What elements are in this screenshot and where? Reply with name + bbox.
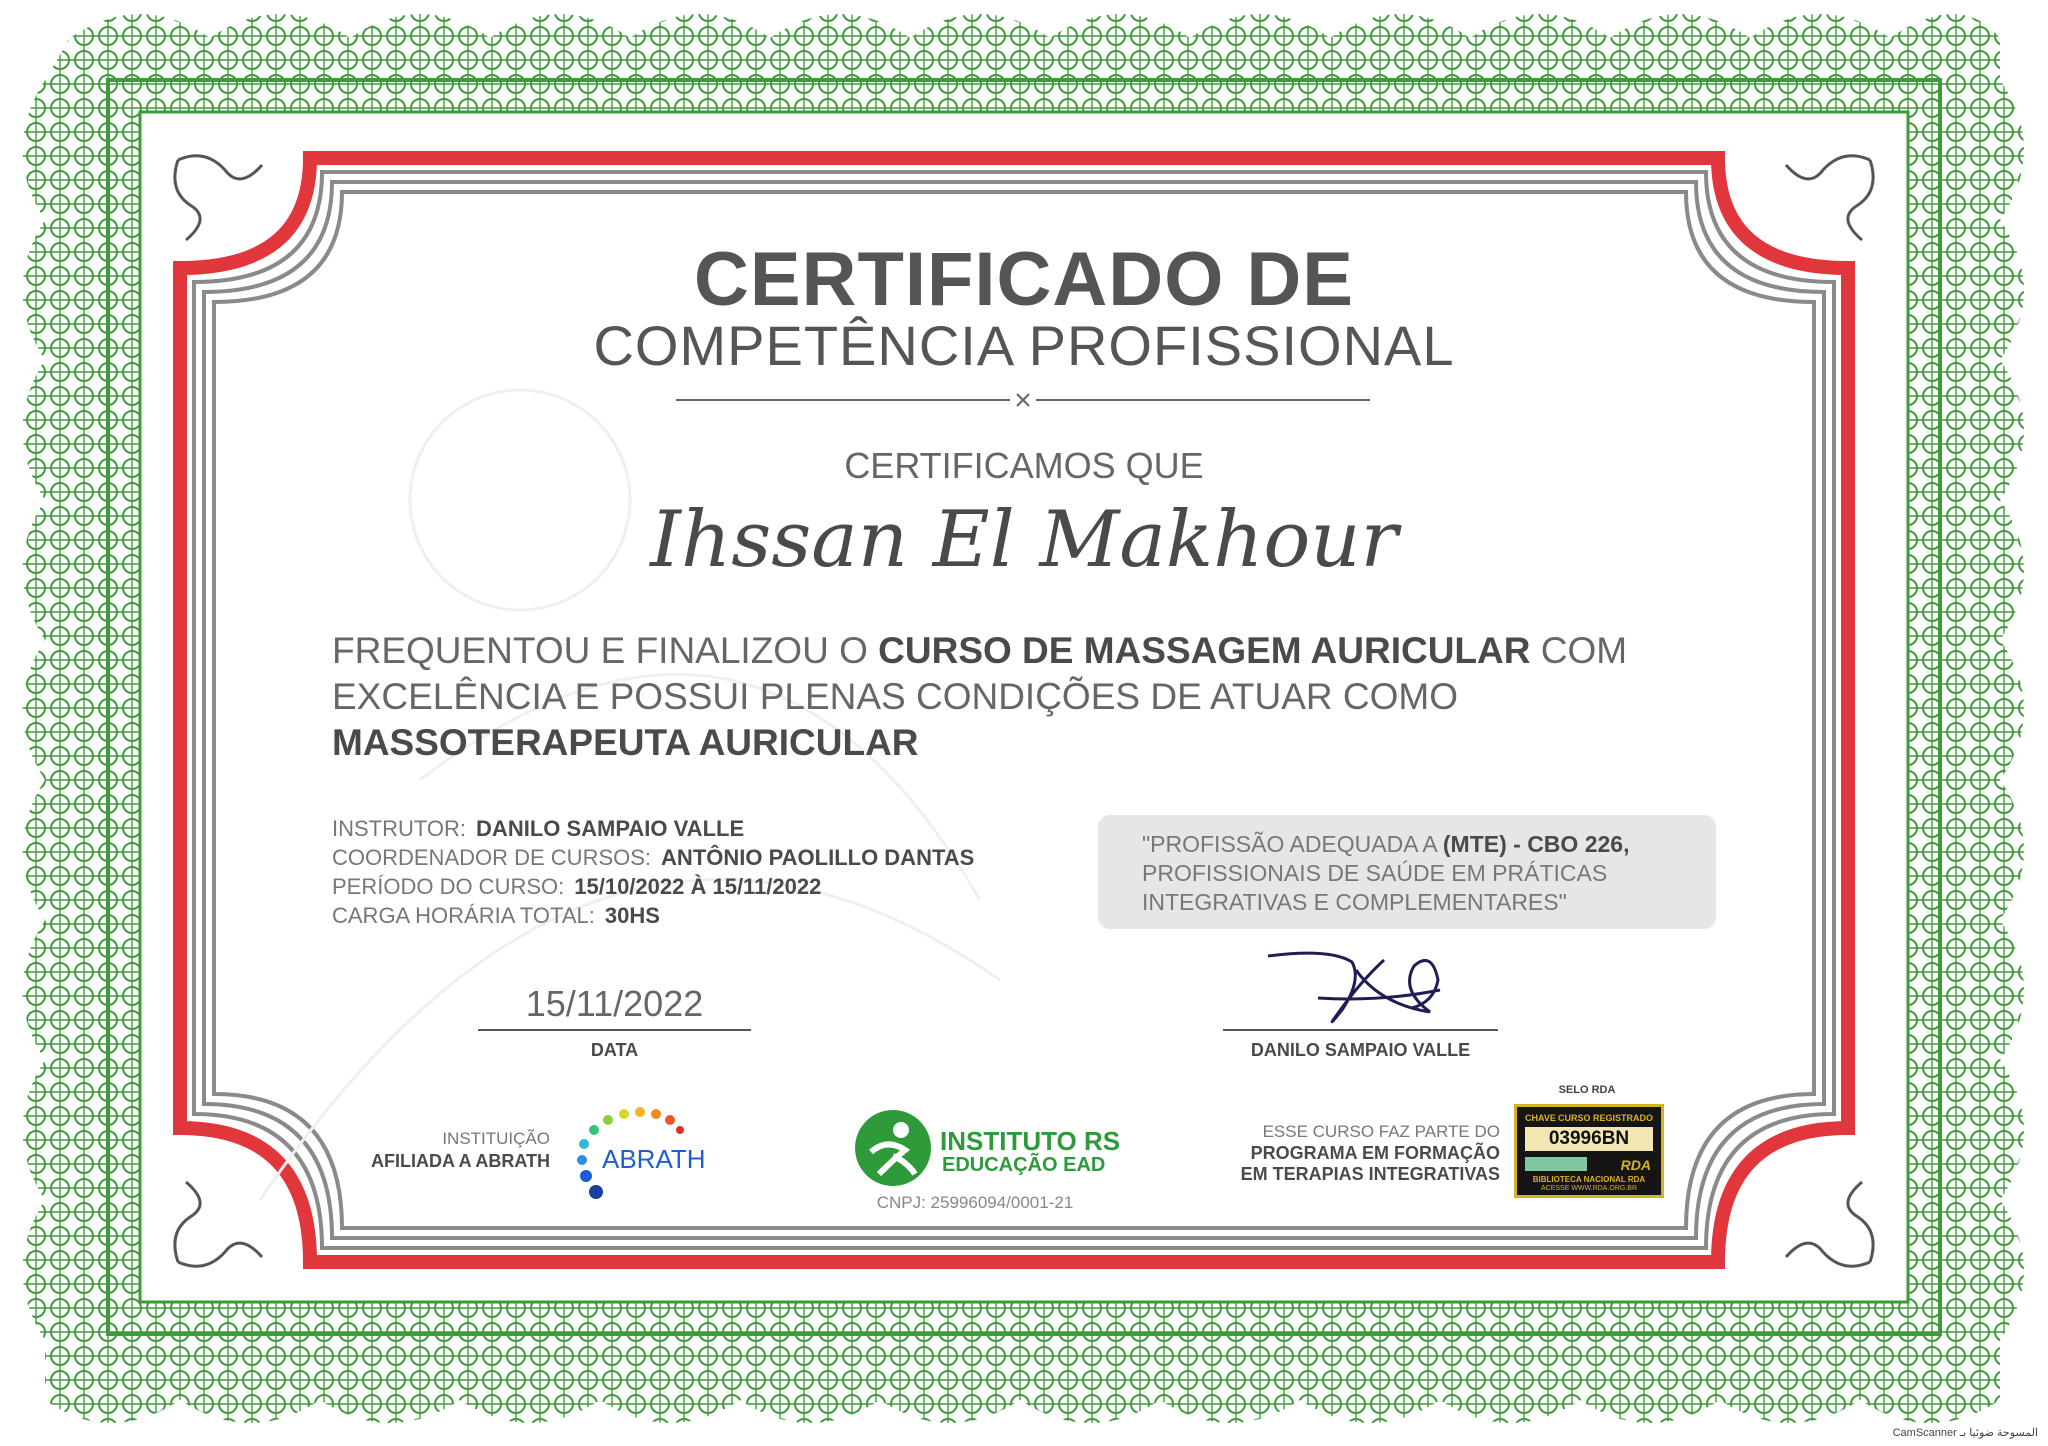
signature-image	[1268, 953, 1440, 1022]
program-line3: EM TERAPIAS INTEGRATIVAS	[1240, 1164, 1500, 1184]
instructor-value: DANILO SAMPAIO VALLE	[476, 816, 745, 841]
date-line	[478, 1029, 751, 1031]
institute-subtitle: EDUCAÇÃO EAD	[942, 1154, 1106, 1176]
profession-quote	[1142, 830, 1702, 917]
signature-line	[1223, 1029, 1498, 1031]
hours-label: CARGA HORÁRIA TOTAL:	[332, 903, 595, 928]
signatory-name: DANILO SAMPAIO VALLE	[1250, 1040, 1471, 1060]
quote-line1: "PROFISSÃO ADEQUADA A	[1142, 831, 1443, 857]
abrath-logo	[574, 1102, 714, 1202]
period-row	[332, 874, 821, 900]
affiliation-line1: INSTITUIÇÃO	[442, 1129, 550, 1148]
seal-label: SELO RDA	[1558, 1084, 1616, 1096]
program-line2: PROGRAMA EM FORMAÇÃO	[1250, 1143, 1500, 1163]
seal-header-left: CHAVE	[1525, 1113, 1556, 1123]
seal-code: 03996BN	[1525, 1127, 1653, 1151]
period-value: 15/10/2022 À 15/11/2022	[574, 874, 822, 899]
coordinator-value: ANTÔNIO PAOLILLO DANTAS	[661, 845, 975, 870]
rda-seal	[1514, 1104, 1664, 1198]
instructor-label: INSTRUTOR:	[332, 816, 467, 841]
period-label: PERÍODO DO CURSO:	[332, 874, 565, 899]
quote-cbo: (MTE) - CBO 226,	[1442, 831, 1630, 857]
certificate-subtitle: COMPETÊNCIA PROFISSIONAL	[593, 314, 1455, 377]
seal-barcode	[1525, 1157, 1587, 1171]
seal-small: BIBLIOTECA NACIONAL RDA	[1532, 1175, 1646, 1184]
seal-bottom: ACESSE WWW.RDA.ORG.BR	[1540, 1185, 1638, 1192]
scanner-watermark: CamScanner المسوحة ضوئيا بـ	[1892, 1427, 2038, 1439]
program-line1: ESSE CURSO FAZ PARTE DO	[1262, 1122, 1500, 1141]
seal-brand: RDA	[1620, 1157, 1651, 1173]
hours-row	[332, 903, 660, 929]
body-text-2: COM EXCELÊNCIA E POSSUI PLENAS CONDIÇÕES DE ATUAR COMO	[332, 630, 1628, 717]
date-label: DATA	[590, 1040, 639, 1060]
body-text-1: FREQUENTOU E FINALIZOU O	[332, 630, 879, 671]
abrath-logo-text: ABRATH	[602, 1144, 706, 1174]
seal-header-right: CURSO REGISTRADO	[1557, 1113, 1653, 1123]
affiliation-line2: AFILIADA A ABRATH	[371, 1151, 550, 1171]
hours-value: 30HS	[604, 903, 660, 928]
certificate-title: CERTIFICADO DE	[694, 237, 1354, 322]
quote-line3: INTEGRATIVAS E COMPLEMENTARES"	[1142, 889, 1567, 915]
course-name: CURSO DE MASSAGEM AURICULAR	[878, 630, 1531, 671]
instituto-logo-icon	[853, 1108, 933, 1188]
issue-date: 15/11/2022	[525, 983, 704, 1024]
instructor-row	[332, 816, 744, 842]
certificate-body	[332, 628, 1632, 766]
profession-name: MASSOTERAPEUTA AURICULAR	[332, 722, 919, 763]
cnpj: CNPJ: 25996094/0001-21	[876, 1193, 1074, 1212]
institute-name: INSTITUTO RS	[940, 1126, 1121, 1156]
recipient-name: Ihssan El Makhour	[650, 495, 1398, 585]
intro-text: CERTIFICAMOS QUE	[844, 445, 1204, 486]
divider-ornament	[1017, 394, 1029, 406]
coordinator-row	[332, 845, 974, 871]
coordinator-label: COORDENADOR DE CURSOS:	[332, 845, 652, 870]
quote-line2: PROFISSIONAIS DE SAÚDE EM PRÁTICAS	[1142, 860, 1608, 886]
